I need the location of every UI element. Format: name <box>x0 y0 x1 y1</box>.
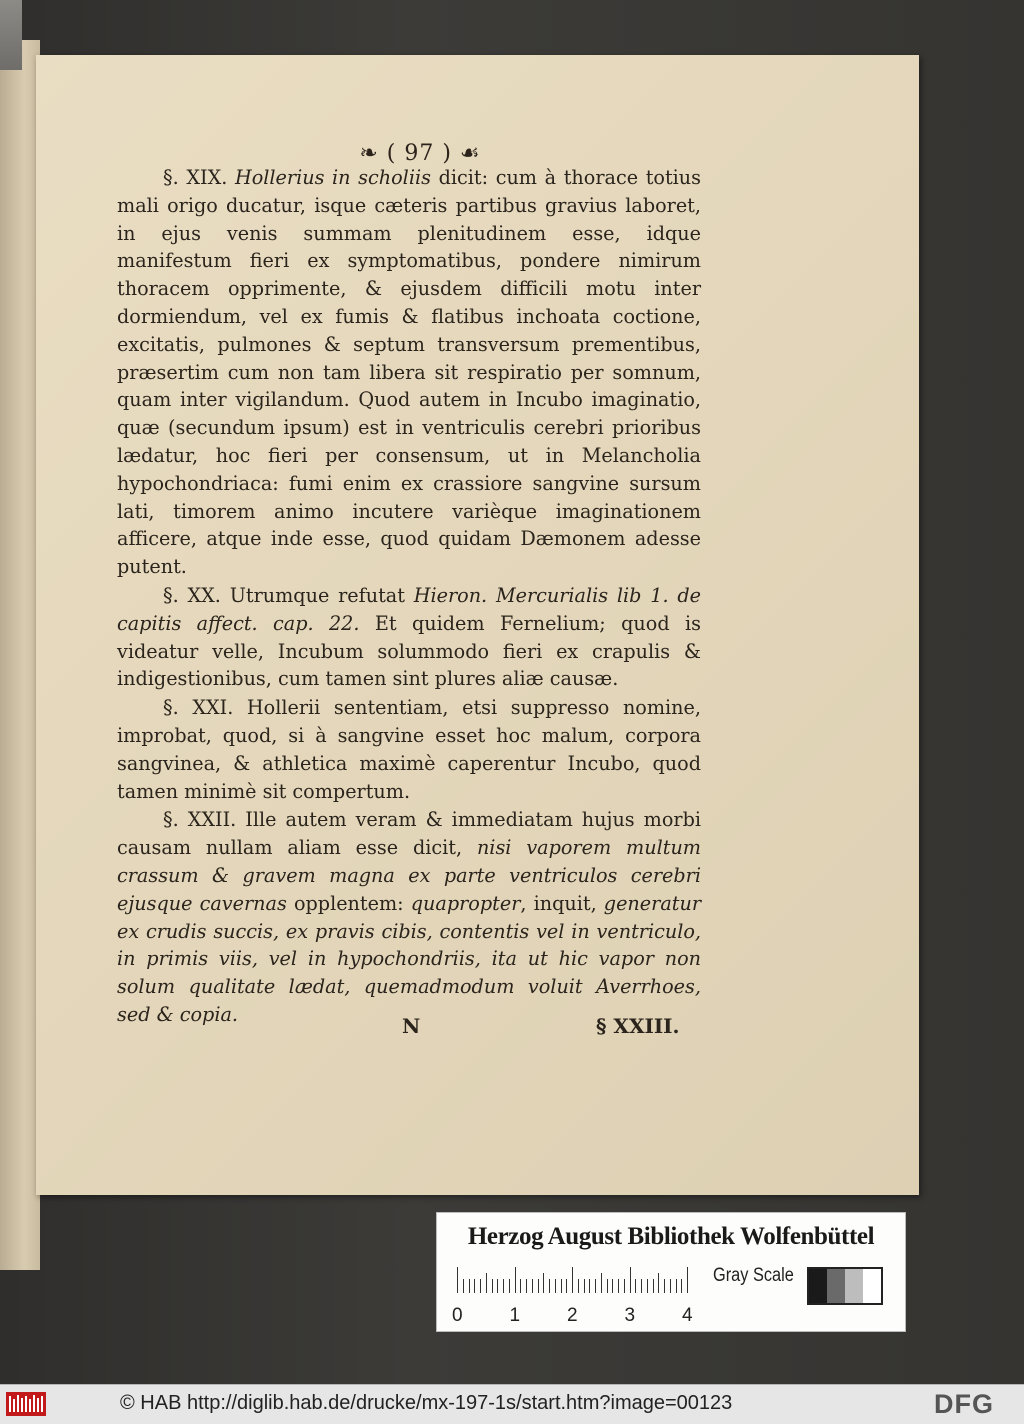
ruler-tick <box>589 1279 590 1293</box>
text-run: Et quidem Fernelium; quod is videatur velle, Incubum solummodo fieri ex crapulis & indigestionibus, cum tamen sint plures aliæ causæ. <box>117 611 701 691</box>
ruler-tick <box>641 1279 642 1293</box>
ruler-number: 3 <box>624 1305 636 1326</box>
gray-swatch <box>863 1269 881 1303</box>
ruler-tick <box>555 1279 556 1293</box>
ruler-tick <box>503 1279 504 1293</box>
ruler-tick <box>653 1279 654 1293</box>
library-name: Herzog August Bibliothek Wolfenbüttel <box>467 1223 875 1250</box>
text-run: opplentem: <box>286 891 411 915</box>
previous-page-edge <box>0 40 40 1270</box>
dfg-logo: DFG <box>934 1389 994 1419</box>
paragraph <box>117 806 701 1028</box>
ruler-tick <box>664 1279 665 1293</box>
gray-scale-swatches <box>807 1267 883 1305</box>
page-text <box>117 164 701 1029</box>
ruler-tick <box>543 1273 544 1293</box>
scale-ruler <box>457 1267 709 1293</box>
ruler-tick <box>578 1279 579 1293</box>
ruler-tick <box>497 1279 498 1293</box>
page-header: ❧ ( 97 ) ☙ <box>359 141 481 166</box>
ruler-tick <box>647 1279 648 1293</box>
paragraph <box>117 582 701 693</box>
ruler-tick <box>480 1279 481 1293</box>
hab-logo-icon <box>6 1392 46 1416</box>
ruler-tick <box>670 1279 671 1293</box>
ruler-tick <box>618 1279 619 1293</box>
ruler-tick <box>474 1279 475 1293</box>
italic-text: quapropter <box>410 891 521 915</box>
ruler-tick <box>566 1279 567 1293</box>
ruler-tick <box>457 1267 458 1293</box>
book-corner <box>0 0 22 70</box>
viewer-footer <box>0 1384 1024 1424</box>
gray-swatch <box>827 1269 845 1303</box>
ruler-tick <box>572 1267 573 1293</box>
ruler-tick <box>687 1267 688 1293</box>
ruler-tick <box>486 1273 487 1293</box>
ruler-tick <box>509 1279 510 1293</box>
ruler-tick <box>538 1279 539 1293</box>
text-run: §. XX. Utrumque refutat <box>163 583 414 607</box>
text-run: dicit: cum à thorace totius mali origo ducatur, isque cæteris partibus gravius laboret, in ejus venis summam plenitudinem esse, idque manifestum fieri ex symptomatibus, pondere nimirum thoracem opprimente, & ejusdem difficili motu inter dormiendum, vel ex fumis & flatibus inchoata coctione, excitatis, pulmones & septum transversum prementibus, præsertim cum non tam libera sit respiratio per somnum, quam inter vigilandum. Quod autem in Incubo imaginatio, quæ (secundum ipsum) est in ventriculis cerebri prioribus lædatur, hoc fieri per consensum, ut in Melancholia hypochondriaca: fumi enim ex crassiore sangvine sursum lati, timorem animo incutere varièque imaginationem afficere, atque inde esse, quod quidam Dæmonem adesse putent. <box>117 166 702 579</box>
gray-scale-label: Gray Scale <box>713 1265 794 1286</box>
text-run: §. XIX. <box>163 166 235 189</box>
ruler-tick <box>601 1273 602 1293</box>
ruler-tick <box>469 1279 470 1293</box>
ruler-tick <box>681 1279 682 1293</box>
paragraph <box>117 164 701 581</box>
ruler-tick <box>561 1279 562 1293</box>
ruler-number: 4 <box>682 1305 693 1326</box>
signature-mark: N <box>402 1014 421 1038</box>
ruler-tick <box>676 1279 677 1293</box>
ruler-number: 0 <box>452 1305 463 1326</box>
ruler-tick <box>532 1279 533 1293</box>
gray-swatch <box>809 1269 827 1303</box>
ruler-tick <box>612 1279 613 1293</box>
ruler-tick <box>526 1279 527 1293</box>
ruler-tick <box>595 1279 596 1293</box>
ruler-tick <box>635 1279 636 1293</box>
ruler-tick <box>492 1279 493 1293</box>
italic-text: generatur ex crudis succis, ex pravis cibis, contentis vel in ventriculo, in primis viis, vel in hypochondriis, ita ut hic vapor non solum qualitate lædat, quemadmodum voluit Averrhoes, sed & copia. <box>117 891 701 1026</box>
catchword: § XXIII. <box>596 1014 680 1038</box>
text-run: §. XXII. Ille autem veram & immediatam hujus morbi causam nullam aliam esse dicit, <box>117 808 701 860</box>
paragraph <box>117 694 701 805</box>
text-run: §. XXI. Hollerii sententiam, etsi suppresso nomine, improbat, quod, si à sangvine esset hoc malum, corpora sangvinea, & athletica maximè caperentur Incubo, quod tamen minimè sit compertum. <box>117 696 701 803</box>
text-run: , inquit, <box>520 891 604 915</box>
ruler-tick <box>630 1267 631 1293</box>
gray-swatch <box>845 1269 863 1303</box>
ruler-tick <box>520 1279 521 1293</box>
ruler-tick <box>463 1279 464 1293</box>
ruler-tick <box>584 1279 585 1293</box>
color-reference-card <box>436 1212 906 1332</box>
ruler-tick <box>549 1279 550 1293</box>
ruler-tick <box>624 1279 625 1293</box>
ruler-tick <box>658 1273 659 1293</box>
italic-text: Hollerius in scholiis <box>234 166 431 189</box>
italic-text: Hieron. Mercurialis lib 1. de capitis affect. cap. 22. <box>117 583 701 635</box>
ruler-number: 2 <box>567 1305 578 1326</box>
ruler-tick <box>515 1267 516 1293</box>
ruler-tick <box>607 1279 608 1293</box>
ruler-number: 1 <box>509 1305 521 1326</box>
italic-text: nisi vaporem multum crassum & gravem magna ex parte ventriculos cerebri ejusque cavernas <box>117 836 701 915</box>
copyright-link[interactable]: © HAB http://diglib.hab.de/drucke/mx-197-1s/start.htm?image=00123 <box>120 1392 733 1414</box>
